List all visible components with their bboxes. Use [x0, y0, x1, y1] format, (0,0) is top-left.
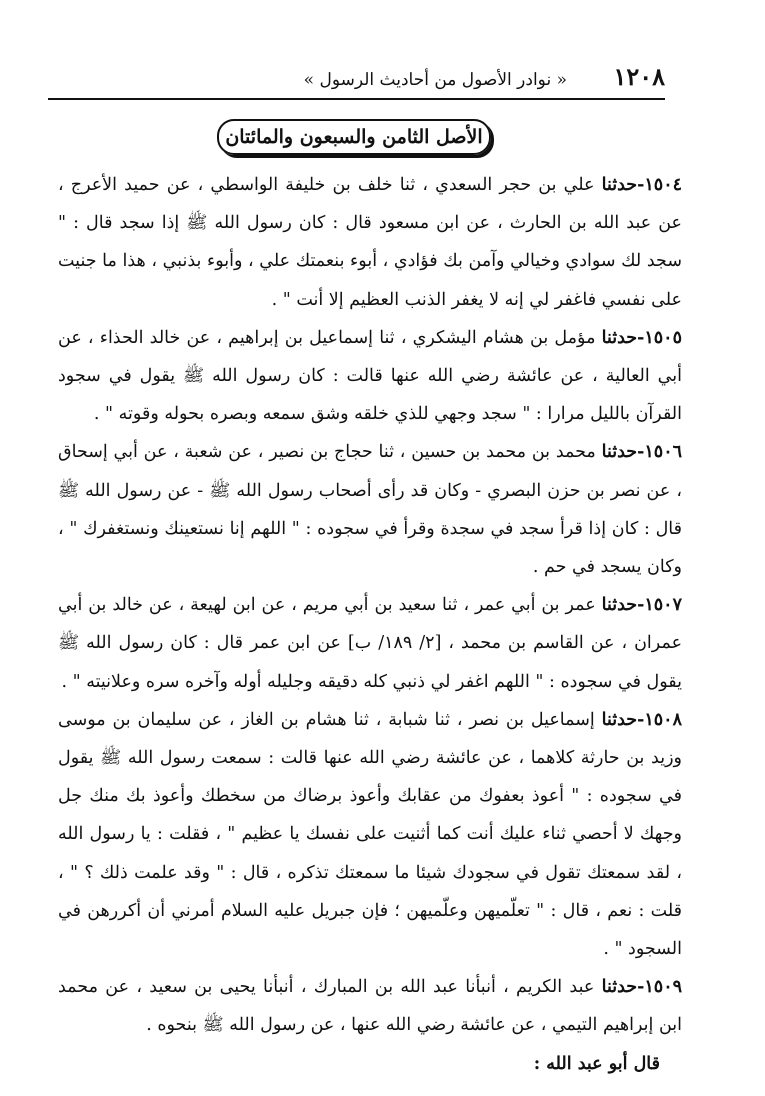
hadith-entry	[58, 968, 682, 1044]
page-number: ١٢٠٨	[613, 62, 665, 91]
hadith-text: علي بن حجر السعدي ، ثنا خلف بن خليفة الواسطي ، عن حميد الأعرج ، عن عبد الله بن الحارث ، عن ابن مسعود قال : كان رسول الله ﷺ إذا سجد قال : " سجد لك سوادي وخيالي وآمن بك فؤادي ، أبوء بنعمتك علي ، وأبوء بذنبي ، هذا ما جنيت على نفسي فاغفر لي إنه لا يغفر الذنب العظيم إلا أنت " .	[58, 175, 682, 310]
hadith-number: ١٥٠٦-	[637, 442, 682, 463]
hadith-entry	[58, 319, 682, 434]
hadith-keyword: حدثنا	[601, 175, 638, 195]
hadith-text: محمد بن محمد بن حسين ، ثنا حجاج بن نصير ، عن شعبة ، عن أبي إسحاق ، عن نصر بن حزن البصري - وكان قد رأى أصحاب رسول الله ﷺ - عن رسول الله ﷺ قال : كان إذا قرأ سجد في سجدة وقرأ في سجوده : " اللهم إنا نستعينك ونستغفرك " ، وكان يسجد في حم .	[58, 442, 682, 578]
hadith-entry	[58, 433, 682, 586]
hadith-entry	[58, 701, 682, 968]
running-title: « نوادر الأصول من أحاديث الرسول »	[303, 70, 567, 90]
hadith-entry	[58, 586, 682, 701]
chapter-title: الأصل الثامن والسبعون والمائتان	[217, 119, 491, 155]
hadith-text: إسماعيل بن نصر ، ثنا شبابة ، ثنا هشام بن الغاز ، عن سليمان بن موسى وزيد بن حارثة كلاهما ، عن عائشة رضي الله عنها قالت : سمعت رسول الله ﷺ يقول في سجوده : " أعوذ بعفوك من عقابك وأعوذ برضاك من سخطك وأعوذ بك منك جل وجهك لا أحصي ثناء عليك أنت كما أثنيت على نفسك يا عظيم " ، فقلت : يا رسول الله ، لقد سمعتك تقول في سجودك شيئا ما سمعتك تذكره ، قال : " وقد علمت ذلك ؟ " ، قلت : نعم ، قال : " تعلّميهن وعلّميهن ؛ فإن جبريل عليه السلام أمرني أن أكررهن في السجود " .	[58, 709, 682, 960]
hadith-text: عبد الكريم ، أنبأنا عبد الله بن المبارك ، أنبأنا يحيى بن سعيد ، عن محمد ابن إبراهيم التيمي ، عن عائشة رضي الله عنها ، عن رسول الله ﷺ بنحوه .	[58, 977, 682, 1036]
hadith-list	[58, 166, 682, 1083]
hadith-number: ١٥٠٩-	[637, 977, 682, 998]
closing-line: قال أبو عبد الله :	[533, 1053, 660, 1074]
hadith-text: مؤمل بن هشام اليشكري ، ثنا إسماعيل بن إبراهيم ، عن خالد الحذاء ، عن أبي العالية ، عن عائشة رضي الله عنها قالت : كان رسول الله ﷺ يقول في سجود القرآن بالليل مرارا : " سجد وجهي للذي خلقه وشق سمعه وبصره بحوله وقوته " .	[58, 327, 682, 425]
hadith-keyword: حدثنا	[601, 709, 638, 730]
hadith-keyword: حدثنا	[601, 977, 638, 998]
hadith-entry	[58, 166, 682, 319]
hadith-text: عمر بن أبي عمر ، ثنا سعيد بن أبي مريم ، عن ابن لهيعة ، عن خالد بن أبي عمران ، عن القاسم بن محمد ، [٢/ ١٨٩/ ب] عن ابن عمر قال : كان رسول الله ﷺ يقول في سجوده : " اللهم اغفر لي ذنبي كله دقيقه وجليله أوله وآخره سره وعلانيته " .	[58, 595, 683, 692]
hadith-keyword: حدثنا	[601, 442, 638, 463]
hadith-number: ١٥٠٨-	[637, 709, 682, 730]
hadith-keyword: حدثنا	[601, 327, 638, 348]
hadith-number: ١٥٠٤-	[637, 175, 682, 195]
hadith-keyword: حدثنا	[601, 595, 638, 616]
hadith-number: ١٥٠٥-	[637, 327, 682, 348]
hadith-number: ١٥٠٧-	[637, 595, 682, 616]
page-header	[48, 62, 665, 100]
